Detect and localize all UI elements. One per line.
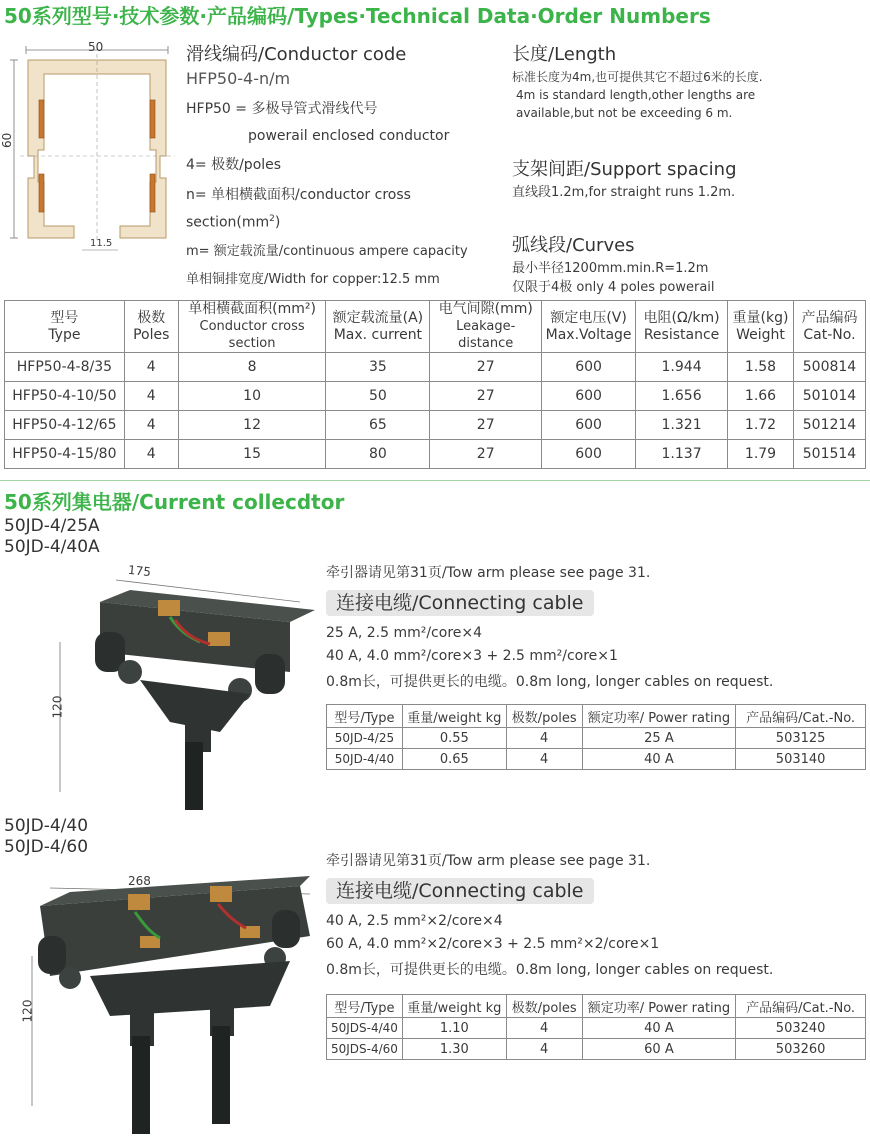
length-line1: 标准长度为4m,也可提供其它不超过6米的长度. — [512, 70, 763, 84]
block2-cable-line3: 0.8m长，可提供更长的电缆。0.8m long, longer cables on request. — [326, 962, 774, 978]
collector2-height-dim: 120 — [20, 999, 35, 1023]
cell: 27 — [430, 440, 542, 469]
cell: 503260 — [736, 1039, 866, 1060]
curves-block — [512, 231, 715, 295]
spec-header-type: 型号 Type — [5, 301, 125, 353]
cell: 40 A — [582, 749, 736, 770]
length-line3: available,but not be exceeding 6 m. — [516, 106, 733, 120]
cell: 4 — [124, 353, 178, 382]
cell: 50JD-4/25 — [327, 728, 403, 749]
table-header-row — [327, 705, 866, 728]
cell: 503140 — [736, 749, 866, 770]
table-row — [5, 411, 866, 440]
collector1-width-dim: 175 — [127, 562, 152, 580]
spec-table-header-row — [5, 301, 866, 353]
cell: 4 — [506, 1018, 582, 1039]
cell: 501214 — [793, 411, 865, 440]
conductor-code-line7: 单相铜排宽度/Width for copper:12.5 mm — [186, 271, 440, 287]
block1-model1: 50JD-4/25A — [4, 516, 100, 536]
cell: 600 — [542, 411, 636, 440]
cell: 1.66 — [728, 382, 794, 411]
profile-width-dim: 50 — [88, 40, 104, 54]
collector2-text — [326, 850, 773, 979]
header-cell: 额定功率/ Power rating — [582, 995, 736, 1018]
collector2-svg — [10, 866, 320, 1134]
length-text — [512, 68, 763, 122]
cell: 60 A — [582, 1039, 736, 1060]
length-heading: 长度/Length — [512, 44, 617, 65]
cell: 501514 — [793, 440, 865, 469]
header-cell: 产品编码/Cat.-No. — [736, 705, 866, 728]
header-cell: 产品编码/Cat.-No. — [736, 995, 866, 1018]
cell: 503240 — [736, 1018, 866, 1039]
block1-tow-arm: 牵引器请见第31页/Tow arm please see page 31. — [326, 565, 651, 581]
curves-heading: 弧线段/Curves — [512, 235, 635, 256]
conductor-code-heading: 滑线编码/Conductor code — [186, 44, 407, 65]
profile-drawing — [0, 38, 180, 258]
block2-cable-line1: 40 A, 2.5 mm²×2/core×4 — [326, 913, 503, 929]
spec-header-cross-section: 单相横截面积(mm²) Conductor cross section — [178, 301, 326, 353]
cell: 50JDS-4/60 — [327, 1039, 403, 1060]
collector2-width-dim: 268 — [128, 874, 151, 888]
cell: HFP50-4-8/35 — [5, 353, 125, 382]
spec-header-poles: 极数 Poles — [124, 301, 178, 353]
cell: 4 — [506, 728, 582, 749]
spec-header-voltage: 额定电压(V) Max.Voltage — [542, 301, 636, 353]
collector1-text — [326, 562, 773, 691]
cell: 50JDS-4/40 — [327, 1018, 403, 1039]
conductor-code-line5-close: ) — [274, 214, 281, 231]
spec-table — [4, 300, 866, 469]
support-line1: 直线段1.2m,for straight runs 1.2m. — [512, 185, 736, 200]
collector-block1-models — [4, 516, 100, 558]
block1-model2: 50JD-4/40A — [4, 537, 100, 557]
cell: 27 — [430, 382, 542, 411]
conductor-code-line5-text: section(mm — [186, 214, 270, 231]
conductor-code-line6: m= 额定载流量/continuous ampere capacity — [186, 243, 468, 259]
cell: 4 — [506, 749, 582, 770]
cell: 50JD-4/40 — [327, 749, 403, 770]
cell: 4 — [506, 1039, 582, 1060]
table-row — [327, 749, 866, 770]
header-cell: 型号/Type — [327, 705, 403, 728]
cell: 27 — [430, 353, 542, 382]
cell: 27 — [430, 411, 542, 440]
header-cell: 型号/Type — [327, 995, 403, 1018]
cell: 4 — [124, 382, 178, 411]
collector-heading: 50系列集电器/Current collecdtor — [4, 490, 345, 514]
block2-cable-heading: 连接电缆/Connecting cable — [326, 878, 594, 904]
support-block — [512, 155, 737, 200]
cell: 15 — [178, 440, 326, 469]
cell: 1.30 — [402, 1039, 506, 1060]
header-cell: 重量/weight kg — [402, 705, 506, 728]
conductor-code-block — [186, 40, 468, 287]
cell: 1.72 — [728, 411, 794, 440]
collector1-svg — [40, 562, 320, 812]
table-row — [5, 440, 866, 469]
spec-header-catno: 产品编码 Cat-No. — [793, 301, 865, 353]
cell: 1.79 — [728, 440, 794, 469]
header-cell: 重量/weight kg — [402, 995, 506, 1018]
section-divider — [0, 480, 870, 481]
support-heading: 支架间距/Support spacing — [512, 159, 737, 180]
table-row — [327, 1018, 866, 1039]
spec-header-weight: 重量(kg) Weight — [728, 301, 794, 353]
curves-line1: 最小半径1200mm.min.R=1.2m — [512, 261, 709, 276]
length-line2: 4m is standard length,other lengths are — [516, 88, 756, 102]
cell: 600 — [542, 440, 636, 469]
cell: HFP50-4-10/50 — [5, 382, 125, 411]
cell: 501014 — [793, 382, 865, 411]
conductor-code-line2: powerail enclosed conductor — [248, 128, 450, 144]
cell: 503125 — [736, 728, 866, 749]
collector2-table — [326, 994, 866, 1060]
collector1-height-dim: 120 — [50, 695, 65, 719]
cell: HFP50-4-12/65 — [5, 411, 125, 440]
cell: 8 — [178, 353, 326, 382]
cell: 40 A — [582, 1018, 736, 1039]
table-header-row — [327, 995, 866, 1018]
block2-cable-line2: 60 A, 4.0 mm²×2/core×3 + 2.5 mm²×2/core×1 — [326, 936, 660, 952]
cell: 35 — [326, 353, 430, 382]
cell: 50 — [326, 382, 430, 411]
spec-header-leakage: 电气间隙(mm) Leakage-distance — [430, 301, 542, 353]
collector1-table — [326, 704, 866, 770]
profile-cross-section-svg — [0, 38, 180, 258]
conductor-code-value: HFP50-4-n/m — [186, 69, 291, 88]
spec-header-current: 额定载流量(A) Max. current — [326, 301, 430, 353]
collector1-illustration — [40, 562, 320, 812]
spec-header-resistance: 电阻(Ω/km) Resistance — [636, 301, 728, 353]
block1-cable-line3: 0.8m长，可提供更长的电缆。0.8m long, longer cables on request. — [326, 674, 774, 690]
table-row — [327, 728, 866, 749]
cell: 12 — [178, 411, 326, 440]
conductor-code-line1: HFP50 = 多极导管式滑线代号 — [186, 101, 378, 117]
cell: 1.656 — [636, 382, 728, 411]
cell: 1.321 — [636, 411, 728, 440]
cell: 600 — [542, 382, 636, 411]
block2-tow-arm: 牵引器请见第31页/Tow arm please see page 31. — [326, 853, 651, 869]
collector-block2-models — [4, 816, 88, 858]
block1-cable-line1: 25 A, 2.5 mm²/core×4 — [326, 625, 483, 641]
curves-line2: 仅限于4极 only 4 poles powerail — [512, 280, 715, 295]
cell: 0.65 — [402, 749, 506, 770]
cell: 1.58 — [728, 353, 794, 382]
cell: 25 A — [582, 728, 736, 749]
header-cell: 额定功率/ Power rating — [582, 705, 736, 728]
table-row — [5, 382, 866, 411]
cell: 65 — [326, 411, 430, 440]
cell: 80 — [326, 440, 430, 469]
cell: 10 — [178, 382, 326, 411]
cell: 0.55 — [402, 728, 506, 749]
cell: 4 — [124, 440, 178, 469]
conductor-code-line4: n= 单相横截面积/conductor cross — [186, 187, 411, 203]
collector2-illustration — [10, 866, 320, 1134]
cell: HFP50-4-15/80 — [5, 440, 125, 469]
profile-bottom-dim: 11.5 — [90, 238, 113, 249]
block2-model2: 50JD-4/60 — [4, 837, 89, 857]
profile-height-dim: 60 — [0, 132, 14, 148]
table-row — [327, 1039, 866, 1060]
page-title: 50系列型号·技术参数·产品编码/Types·Technical Data·Order Numbers — [4, 4, 711, 28]
block1-cable-line2: 40 A, 4.0 mm²/core×3 + 2.5 mm²/core×1 — [326, 648, 618, 664]
conductor-code-line5-sup: 2 — [269, 214, 275, 224]
header-cell: 极数/poles — [506, 705, 582, 728]
cell: 1.10 — [402, 1018, 506, 1039]
cell: 4 — [124, 411, 178, 440]
cell: 1.137 — [636, 440, 728, 469]
length-block — [512, 40, 763, 122]
cell: 600 — [542, 353, 636, 382]
cell: 500814 — [793, 353, 865, 382]
block2-model1: 50JD-4/40 — [4, 816, 89, 836]
header-cell: 极数/poles — [506, 995, 582, 1018]
table-row — [5, 353, 866, 382]
conductor-code-line5 — [186, 214, 468, 231]
conductor-code-line3: 4= 极数/poles — [186, 157, 282, 173]
block1-cable-heading: 连接电缆/Connecting cable — [326, 590, 594, 616]
cell: 1.944 — [636, 353, 728, 382]
